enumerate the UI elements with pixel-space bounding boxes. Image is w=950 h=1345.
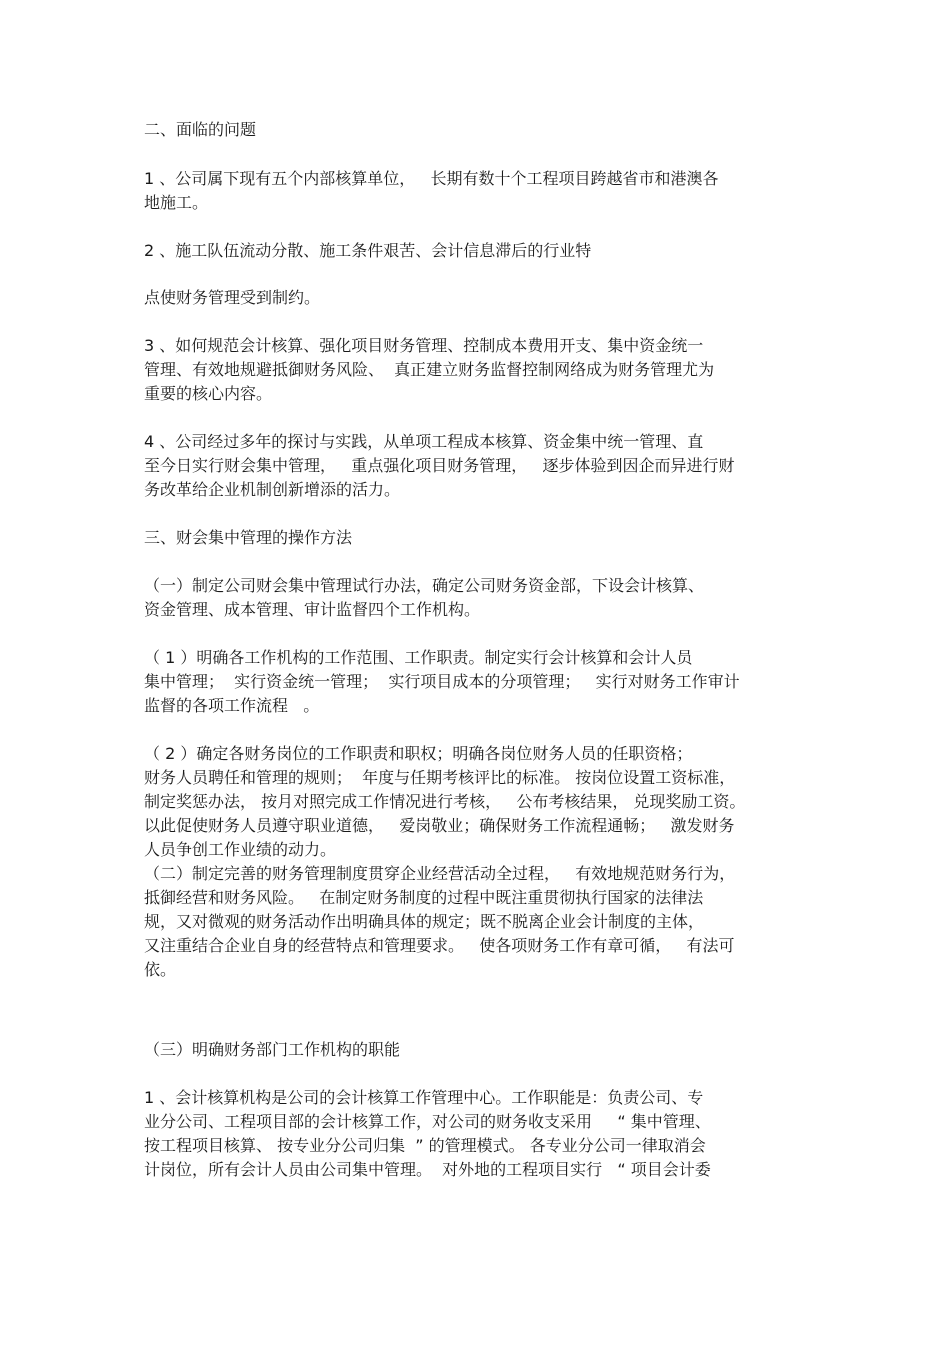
text-line: （一）制定公司财会集中管理试行办法，确定公司财务资金部，下设会计核算、 (144, 576, 705, 595)
text-line: 制定奖惩办法， 按月对照完成工作情况进行考核， 公布考核结果， 兑现奖励工资。 (144, 792, 746, 811)
text-line: 财务人员聘任和管理的规则； 年度与任期考核评比的标准。 按岗位设置工资标准， (144, 768, 736, 787)
text-line: 集中管理； 实行资金统一管理； 实行项目成本的分项管理； 实行对财务工作审计 (144, 672, 740, 691)
heading-challenges (144, 118, 814, 142)
paragraph-item-2 (144, 239, 814, 263)
heading-operation-methods (144, 526, 814, 550)
text-line: 点使财务管理受到制约。 (144, 288, 321, 307)
text-line: 务改革给企业机制创新增添的活力。 (144, 480, 401, 499)
text-line: 1 、公司属下现有五个内部核算单位， 长期有数十个工程项目跨越省市和港澳各 (144, 169, 719, 188)
text-line: 又注重结合企业自身的经营特点和管理要求。 使各项财务工作有章可循， 有法可 (144, 936, 735, 955)
paragraph-subitem-1 (144, 646, 814, 718)
text-line: 重要的核心内容。 (144, 384, 273, 403)
text-line: 人员争创工作业绩的动力。 (144, 840, 337, 859)
text-line: 抵御经营和财务风险。 在制定财务制度的过程中既注重贯彻执行国家的法律法 (144, 888, 704, 907)
paragraph-item-4 (144, 430, 814, 502)
text-line: 以此促使财务人员遵守职业道德， 爱岗敬业；确保财务工作流程通畅； 激发财务 (144, 816, 735, 835)
text-line: 业分公司、工程项目部的会计核算工作，对公司的财务收支采用 “ 集中管理、 (144, 1112, 711, 1131)
text-line: （ 2 ）确定各财务岗位的工作职责和职权；明确各岗位财务人员的任职资格； (144, 744, 693, 763)
text-line: 三、财会集中管理的操作方法 (144, 528, 353, 547)
text-line: 依。 (144, 960, 177, 979)
paragraph-subitem-2 (144, 742, 814, 862)
paragraph-section-2 (144, 862, 814, 982)
text-line: 计岗位，所有会计人员由公司集中管理。 对外地的工程项目实行 “ 项目会计委 (144, 1160, 711, 1179)
text-line: 4 、公司经过多年的探讨与实践，从单项工程成本核算、资金集中统一管理、直 (144, 432, 704, 451)
text-line: （二）制定完善的财务管理制度贯穿企业经营活动全过程， 有效地规范财务行为， (144, 864, 736, 883)
text-line: 1 、会计核算机构是公司的会计核算工作管理中心。工作职能是：负责公司、专 (144, 1088, 704, 1107)
paragraph-item-1 (144, 167, 814, 215)
paragraph-item-3 (144, 334, 814, 406)
text-line: （ 1 ）明确各工作机构的工作范围、工作职责。制定实行会计核算和会计人员 (144, 648, 693, 667)
text-line: 资金管理、成本管理、审计监督四个工作机构。 (144, 600, 481, 619)
paragraph-section-3 (144, 1038, 814, 1062)
paragraph-accounting-center (144, 1086, 814, 1182)
text-line: 3 、如何规范会计核算、强化项目财务管理、控制成本费用开支、集中资金统一 (144, 336, 704, 355)
text-line: 二、面临的问题 (144, 120, 257, 139)
text-line: 按工程项目核算、 按专业分公司归集 ” 的管理模式。 各专业分公司一律取消会 (144, 1136, 706, 1155)
text-line: 管理、有效地规避抵御财务风险、 真正建立财务监督控制网络成为财务管理尤为 (144, 360, 715, 379)
text-line: （三）明确财务部门工作机构的职能 (144, 1040, 401, 1059)
text-line: 2 、施工队伍流动分散、施工条件艰苦、会计信息滞后的行业特 (144, 241, 592, 260)
text-line: 地施工。 (144, 193, 209, 212)
text-line: 规，又对微观的财务活动作出明确具体的规定；既不脱离企业会计制度的主体， (144, 912, 705, 931)
text-line: 至今日实行财会集中管理， 重点强化项目财务管理， 逐步体验到因企而异进行财 (144, 456, 735, 475)
paragraph-item-2-continued (144, 286, 814, 310)
paragraph-section-1 (144, 574, 814, 622)
text-line: 监督的各项工作流程 。 (144, 696, 320, 715)
